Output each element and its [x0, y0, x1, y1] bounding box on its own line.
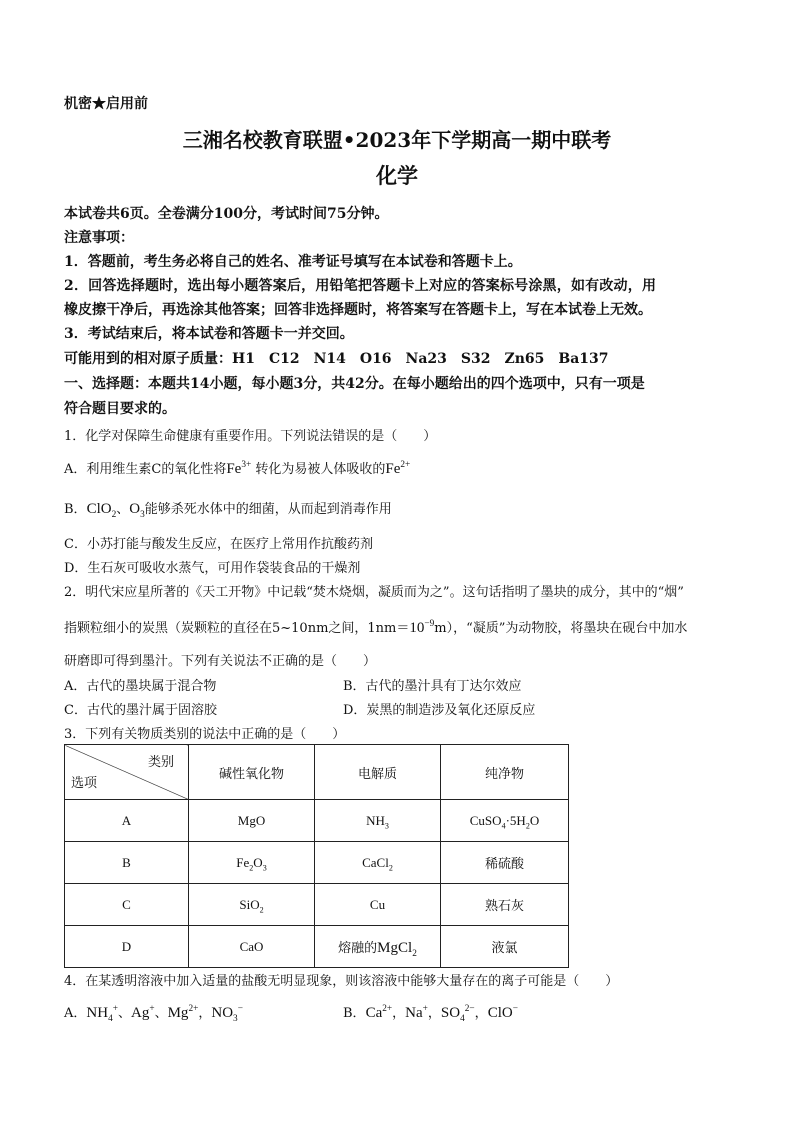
atomic-masses: 可能用到的相对原子质量：H1 C12 N14 O16 Na23 S32 Zn65 Ba137 — [64, 351, 609, 367]
col-header-electrolyte: 电解质 — [315, 745, 441, 800]
row-label: C — [65, 884, 189, 926]
q1-option-a: A．利用维生素C的氧化性将$Fe^{3+}$ 转化为易被人体吸收的$Fe^{2+}$ — [64, 460, 411, 477]
cell-d-oxide: CaO — [189, 926, 315, 968]
q3-table — [64, 744, 569, 968]
q4-option-b: B．$Ca^{2+}$，Na+，$SO_4^{2-}$，ClO− — [343, 1004, 518, 1024]
notice-item-2b: 橡皮擦干净后，再选涂其他答案；回答非选择题时，将答案写在答题卡上，写在本试卷上无效。 — [64, 302, 652, 318]
cell-b-pure: 稀硫酸 — [441, 842, 569, 884]
cell-c-electrolyte: Cu — [315, 884, 441, 926]
notice-heading: 注意事项： — [64, 230, 134, 246]
q4-option-a: A．$NH_4^+$、Ag+、$Mg^{2+}$，$NO_3^-$ — [64, 1004, 243, 1024]
q2-option-a: A．古代的墨块属于混合物 — [64, 679, 217, 694]
row-label: B — [65, 842, 189, 884]
notice-intro: 本试卷共6页。全卷满分100分，考试时间75分钟。 — [64, 206, 389, 222]
col-header-basic-oxide: 碱性氧化物 — [189, 745, 315, 800]
table-row — [65, 926, 569, 968]
q1-stem: 1．化学对保障生命健康有重要作用。下列说法错误的是（ ） — [64, 429, 437, 444]
table-row — [65, 800, 569, 842]
q4-stem: 4．在某透明溶液中加入适量的盐酸无明显现象，则该溶液中能够大量存在的离子可能是（ ） — [64, 974, 619, 989]
q3-stem: 3．下列有关物质类别的说法中正确的是（ ） — [64, 727, 346, 742]
section-heading-line2: 符合题目要求的。 — [64, 401, 176, 417]
subject-title: 化学 — [376, 163, 418, 188]
col-header-pure-substance: 纯净物 — [441, 745, 569, 800]
q2-option-d: D．炭黑的制造涉及氧化还原反应 — [343, 703, 536, 718]
table-row — [65, 884, 569, 926]
header-category-label: 类别 — [147, 754, 174, 769]
row-label: A — [65, 800, 189, 842]
cell-a-electrolyte: $NH_3$ — [315, 800, 441, 842]
cell-d-electrolyte: 熔融的MgCl$_2$ — [315, 926, 441, 968]
header-option-label: 选项 — [71, 775, 98, 790]
cell-d-pure: 液氯 — [441, 926, 569, 968]
diagonal-header-cell — [65, 745, 189, 800]
exam-title: 三湘名校教育联盟•2023年下学期高一期中联考 — [182, 128, 612, 152]
section-heading-line1: 一、选择题：本题共14小题，每小题3分，共42分。在每小题给出的四个选项中，只有一项是 — [64, 376, 645, 392]
cell-b-electrolyte: CaCl$_2$ — [315, 842, 441, 884]
table-header-row — [65, 745, 569, 800]
cell-a-pure: $CuSO_4\cdot 5H_2O$ — [441, 800, 569, 842]
q2-option-c: C．古代的墨汁属于固溶胶 — [64, 703, 217, 718]
cell-c-pure: 熟石灰 — [441, 884, 569, 926]
q1-option-c: C．小苏打能与酸发生反应，在医疗上常用作抗酸药剂 — [64, 537, 373, 552]
notice-item-1: 1．答题前，考生务必将自己的姓名、准考证号填写在本试卷和答题卡上。 — [64, 254, 522, 270]
q2-stem-line2: 指颗粒细小的炭黑（炭颗粒的直径在5~10nm之间，$1nm=10^{-9}m$），“凝质”为动物胶，将墨块在砚台中加水 — [64, 619, 688, 636]
notice-item-2a: 2．回答选择题时，选出每小题答案后，用铅笔把答题卡上对应的答案标号涂黑，如有改动，用 — [64, 278, 657, 294]
q2-option-b: B．古代的墨汁具有丁达尔效应 — [343, 679, 522, 694]
q1-option-b: B．ClO$_2$、$O_3$能够杀死水体中的细菌，从而起到消毒作用 — [64, 501, 392, 520]
q2-stem-line1: 2．明代宋应星所著的《天工开物》中记载“焚木烧烟，凝质而为之”。这句话指明了墨块的成分，其中的“烟” — [64, 585, 684, 600]
table-row — [65, 842, 569, 884]
row-label: D — [65, 926, 189, 968]
cell-c-oxide: SiO$_2$ — [189, 884, 315, 926]
confidential-mark: 机密★启用前 — [64, 96, 148, 112]
q1-option-d: D．生石灰可吸收水蒸气，可用作袋装食品的干燥剂 — [64, 561, 361, 576]
q2-stem-line3: 研磨即可得到墨汁。下列有关说法不正确的是（ ） — [64, 654, 377, 669]
cell-b-oxide: $Fe_2O_3$ — [189, 842, 315, 884]
notice-item-3: 3．考试结束后，将本试卷和答题卡一并交回。 — [64, 326, 354, 342]
cell-a-oxide: MgO — [189, 800, 315, 842]
